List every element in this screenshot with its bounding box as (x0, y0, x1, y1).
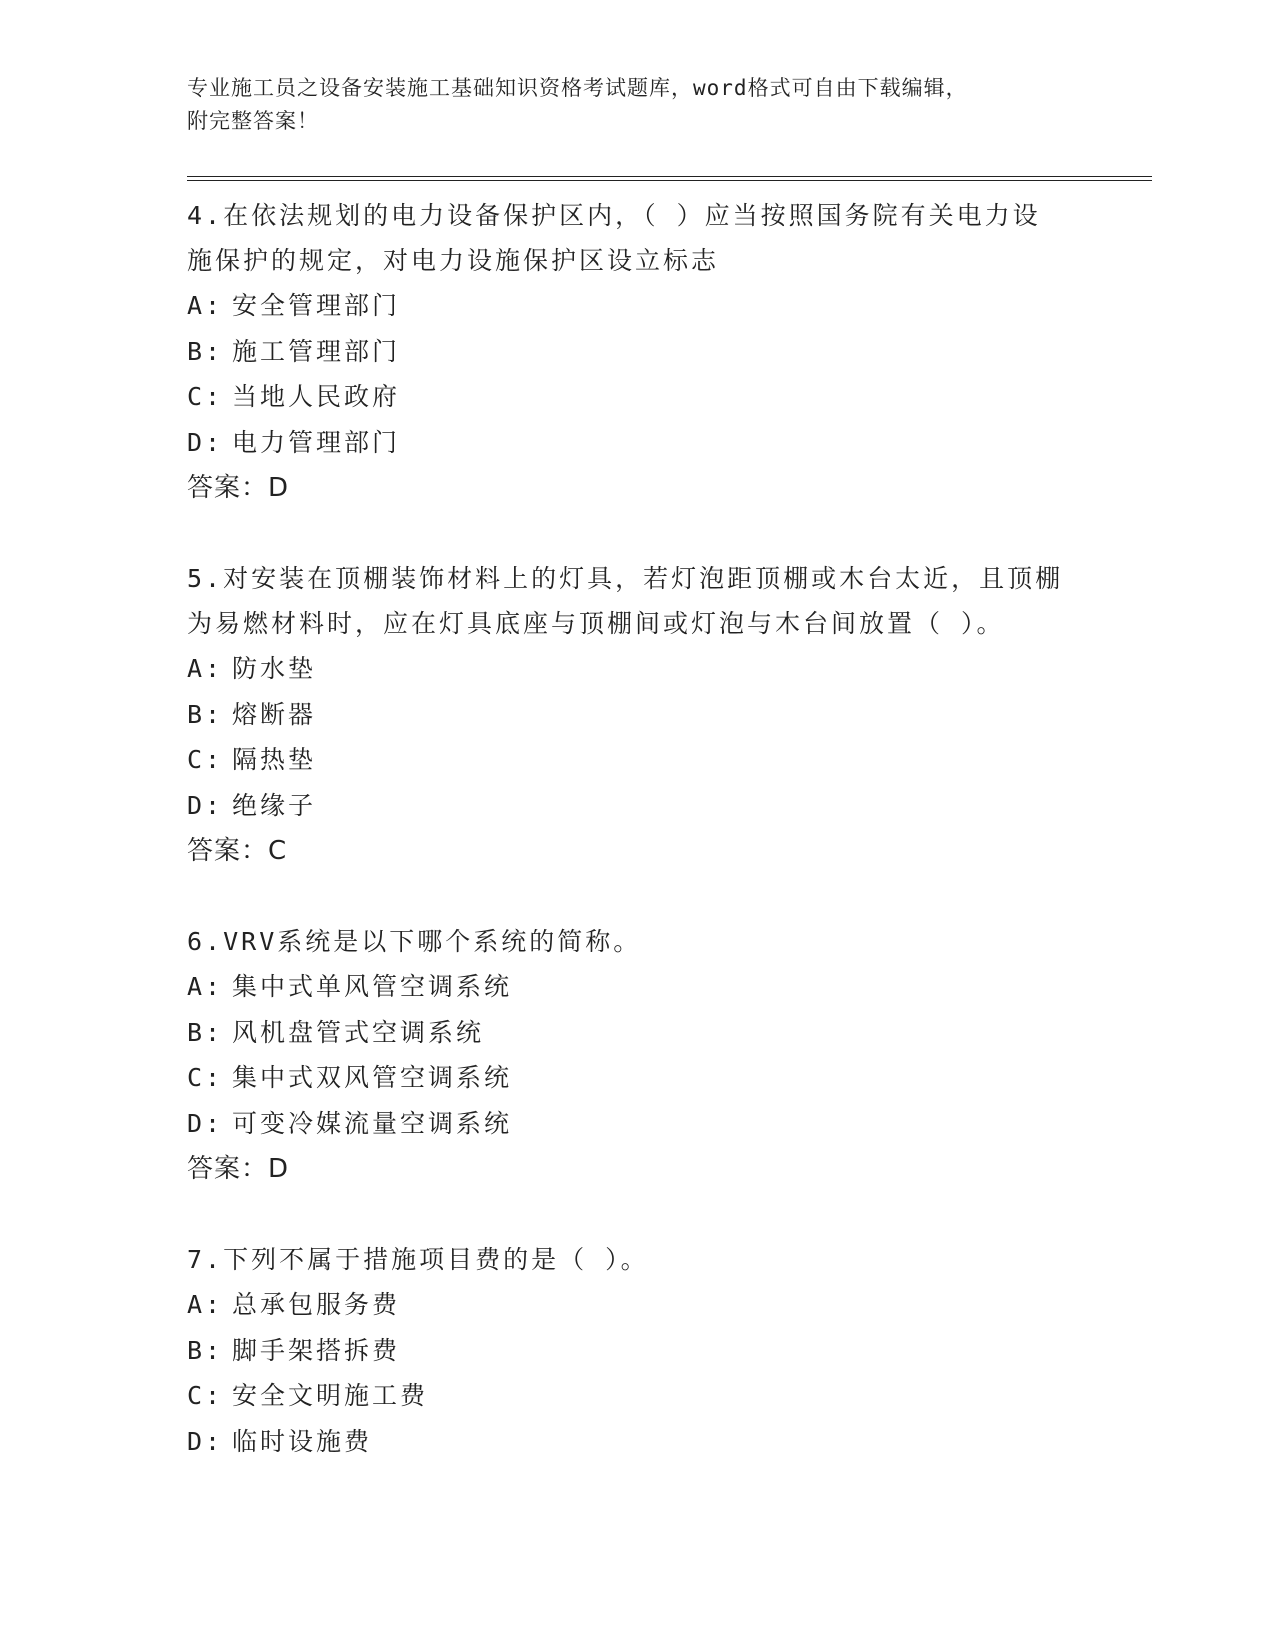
option-b (187, 692, 1152, 738)
option-text: 风机盘管式空调系统 (232, 1017, 485, 1047)
option-letter: B: (187, 1335, 224, 1365)
option-letter: B: (187, 699, 224, 729)
question-stem: 6.VRV系统是以下哪个系统的简称。 (187, 927, 642, 956)
option-a (187, 283, 1152, 329)
question-stem: 5.对安装在顶棚装饰材料上的灯具，若灯泡距顶棚或木台太近，且顶棚为易燃材料时，应在灯具底座与顶棚间或灯泡与木台间放置（ ）。 (187, 564, 1064, 638)
question-4 (187, 193, 1152, 511)
document-header (187, 72, 1087, 138)
option-text: 隔热垫 (232, 745, 317, 774)
option-d (187, 420, 1152, 466)
option-text: 绝缘子 (232, 790, 317, 820)
option-text: 可变冷媒流量空调系统 (232, 1108, 513, 1138)
option-c (187, 1373, 1152, 1419)
option-letter: D: (187, 427, 224, 457)
option-letter: B: (187, 336, 224, 366)
option-letter: A: (187, 1290, 224, 1319)
answer-line: 答案：C (187, 836, 288, 866)
option-text: 当地人民政府 (232, 382, 401, 411)
option-d (187, 1419, 1152, 1465)
question-7 (187, 1237, 1152, 1464)
option-c (187, 737, 1152, 783)
question-stem: 4.在依法规划的电力设备保护区内，（ ）应当按照国务院有关电力设施保护的规定，对电力设施保护区设立标志 (187, 201, 1041, 275)
option-text: 熔断器 (232, 699, 317, 729)
option-letter: D: (187, 1426, 224, 1456)
question-5 (187, 556, 1152, 874)
option-d (187, 1101, 1152, 1147)
option-text: 安全管理部门 (232, 291, 401, 320)
header-line-1: 专业施工员之设备安装施工基础知识资格考试题库，word格式可自由下载编辑， (187, 76, 968, 100)
option-b (187, 1010, 1152, 1056)
option-letter: D: (187, 790, 224, 820)
option-letter: C: (187, 382, 224, 411)
answer-line: 答案：D (187, 1154, 290, 1184)
option-c (187, 1055, 1152, 1101)
option-text: 脚手架搭拆费 (232, 1335, 401, 1365)
option-text: 安全文明施工费 (232, 1381, 429, 1410)
option-b (187, 329, 1152, 375)
spacer (187, 874, 1152, 919)
header-line-2: 附完整答案！ (187, 109, 319, 133)
spacer (187, 511, 1152, 556)
option-text: 集中式双风管空调系统 (232, 1063, 513, 1092)
option-letter: B: (187, 1017, 224, 1047)
option-letter: A: (187, 654, 224, 683)
option-text: 施工管理部门 (232, 336, 401, 366)
option-text: 集中式单风管空调系统 (232, 972, 513, 1001)
question-6 (187, 919, 1152, 1192)
question-stem: 7.下列不属于措施项目费的是（ ）。 (187, 1245, 649, 1274)
option-text: 临时设施费 (232, 1426, 373, 1456)
option-text: 总承包服务费 (232, 1290, 401, 1319)
option-letter: C: (187, 745, 224, 774)
option-letter: C: (187, 1063, 224, 1092)
spacer (187, 1192, 1152, 1237)
option-letter: A: (187, 291, 224, 320)
option-text: 防水垫 (232, 654, 317, 683)
option-a (187, 646, 1152, 692)
option-letter: C: (187, 1381, 224, 1410)
option-b (187, 1328, 1152, 1374)
option-a (187, 964, 1152, 1010)
option-d (187, 783, 1152, 829)
option-letter: A: (187, 972, 224, 1001)
document-page (187, 72, 1152, 1464)
option-a (187, 1282, 1152, 1328)
answer-line: 答案：D (187, 473, 290, 503)
option-letter: D: (187, 1108, 224, 1138)
option-text: 电力管理部门 (232, 427, 401, 457)
header-divider (187, 176, 1152, 181)
option-c (187, 374, 1152, 420)
